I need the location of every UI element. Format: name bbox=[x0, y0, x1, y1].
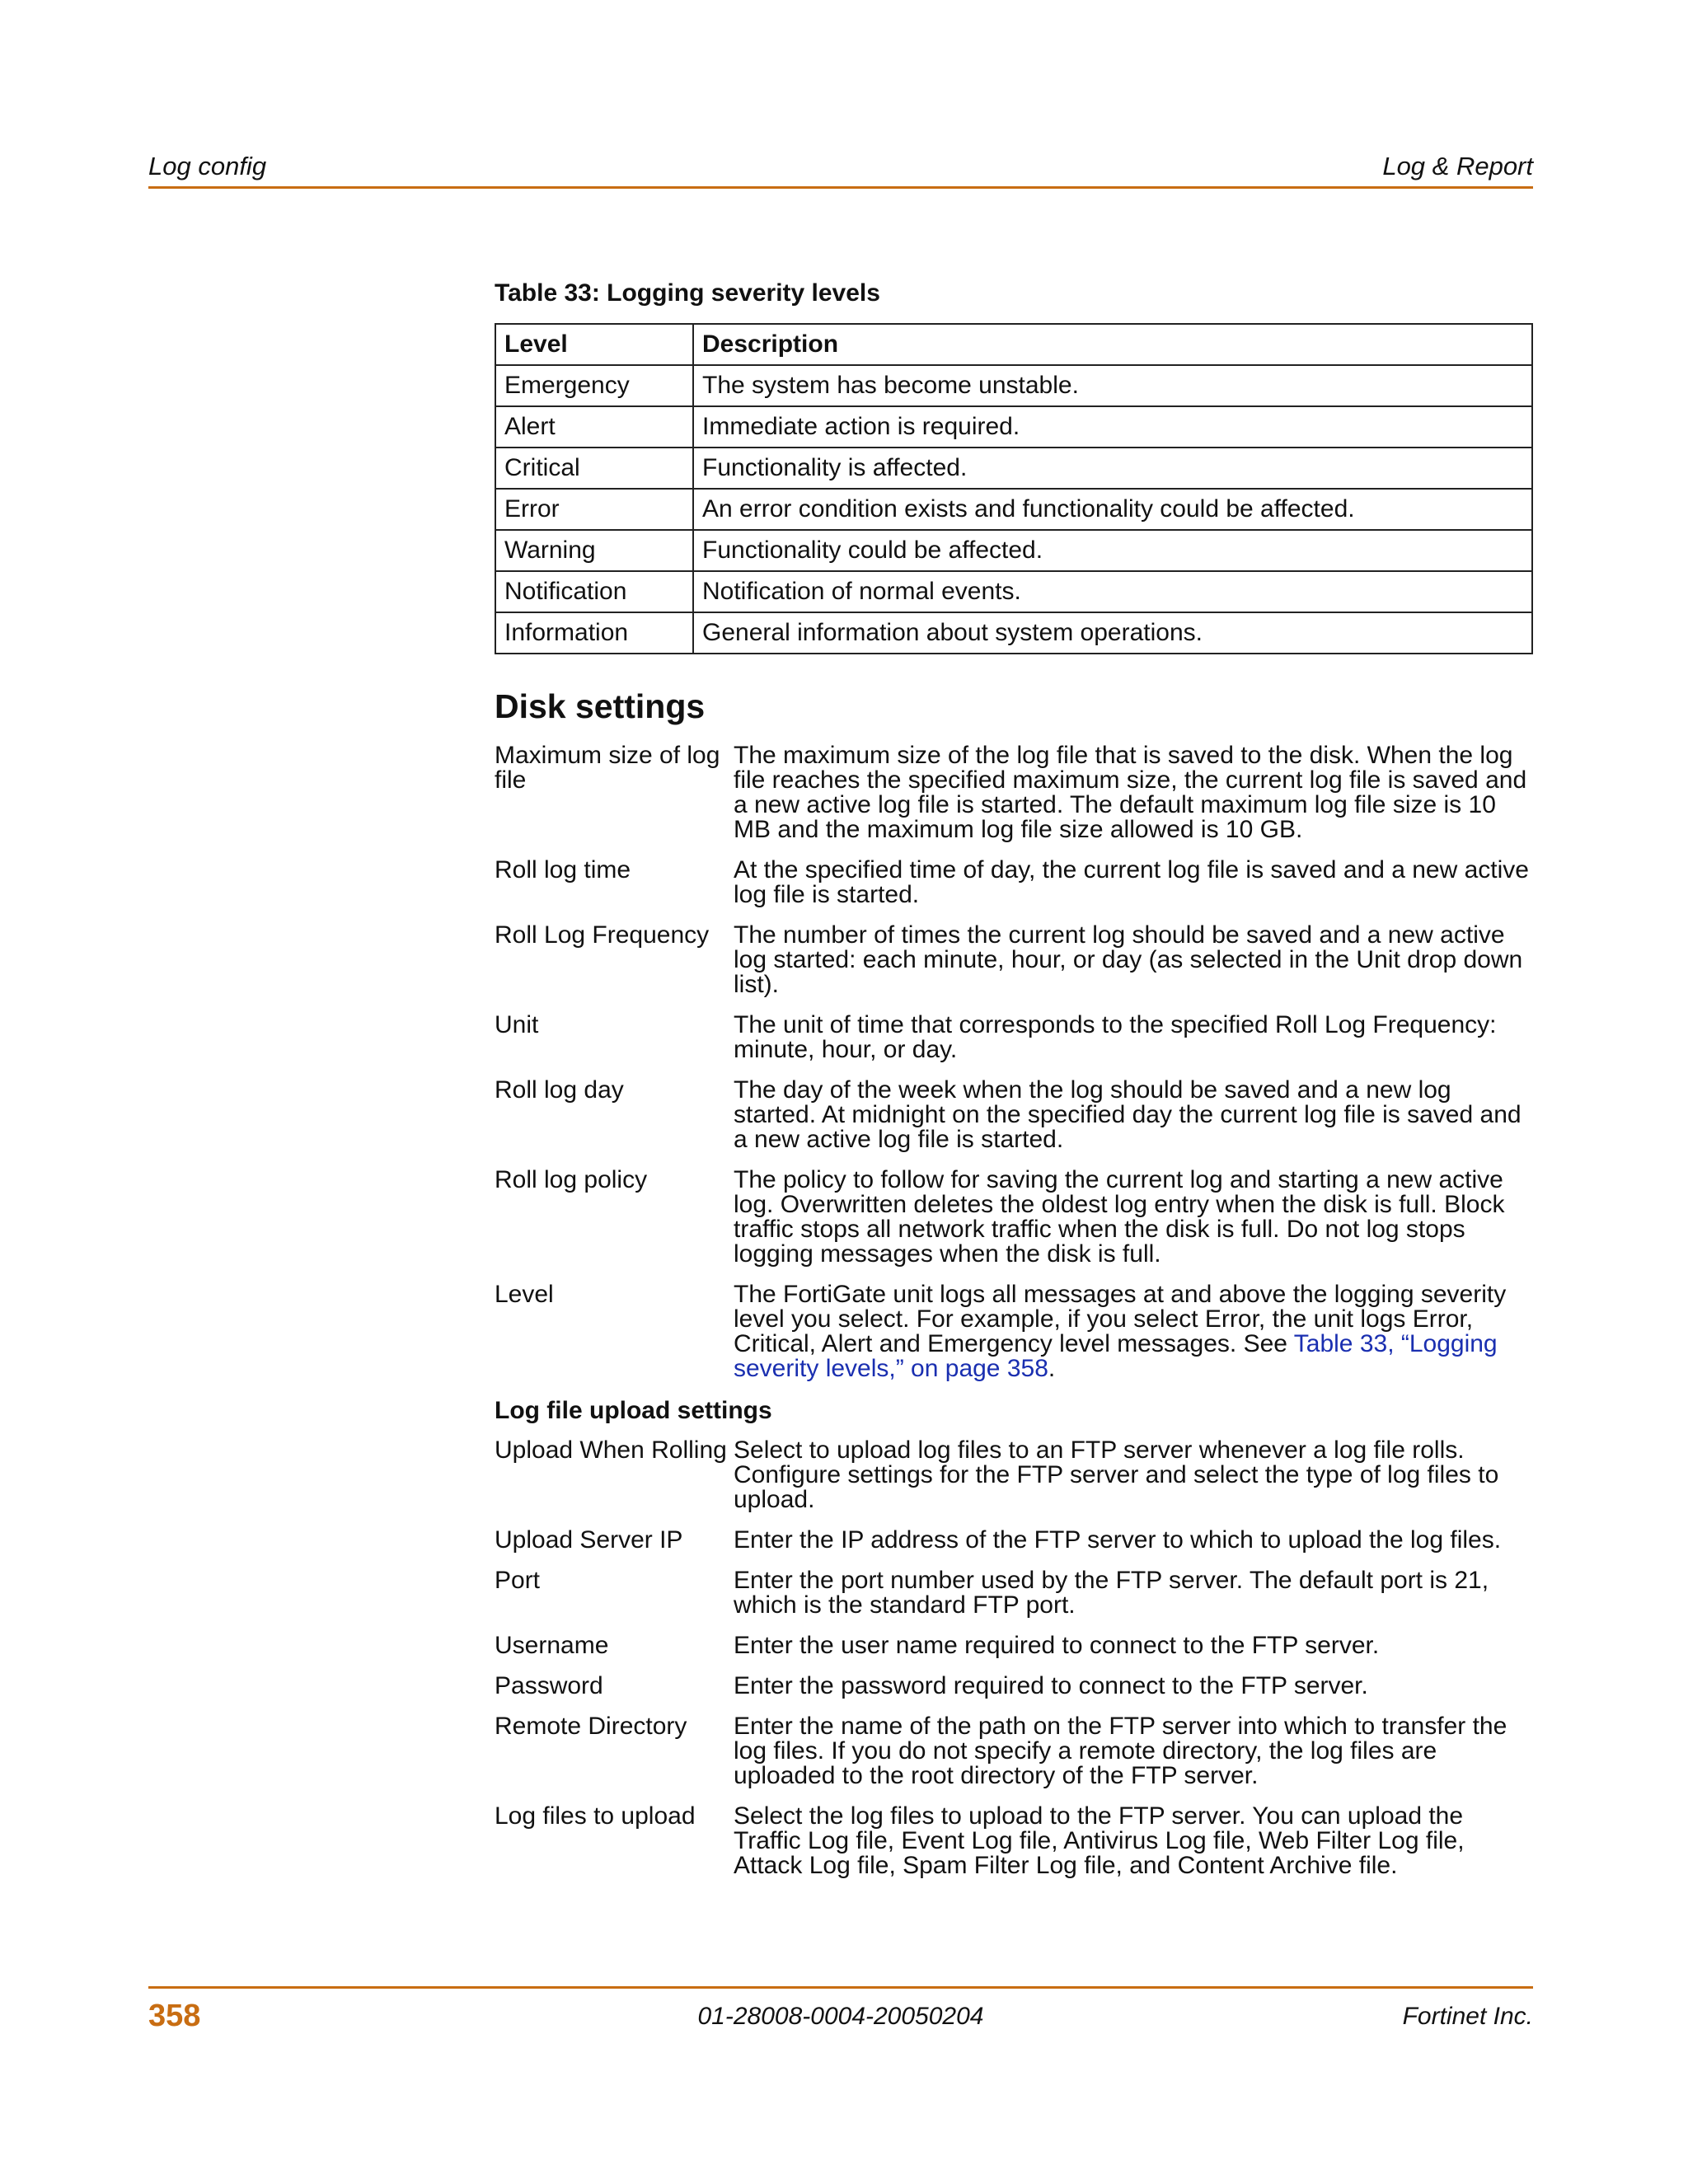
level-cell: Critical bbox=[495, 448, 693, 489]
definition-row bbox=[495, 1013, 1533, 1062]
level-cell: Information bbox=[495, 612, 693, 654]
setting-description: Enter the name of the path on the FTP server into which to transfer the log files. If you do not specify a remote directory, the log files are uploaded to the root directory of the FTP server. bbox=[734, 1713, 1507, 1789]
description-cell: An error condition exists and functionality could be affected. bbox=[693, 489, 1532, 530]
table-row bbox=[495, 530, 1532, 571]
level-cell: Warning bbox=[495, 530, 693, 571]
page-header bbox=[148, 150, 1533, 189]
level-cell: Notification bbox=[495, 571, 693, 612]
setting-description: The policy to follow for saving the current log and starting a new active log. Overwritten deletes the oldest log entry when the disk is full. Block traffic stops all network traffic when the disk is full. Do not log stops logging messages when the disk is full. bbox=[734, 1166, 1505, 1268]
header-section-title: Log config bbox=[148, 152, 267, 180]
setting-name: Port bbox=[495, 1567, 541, 1594]
table-row bbox=[495, 448, 1532, 489]
page-content bbox=[495, 277, 1533, 1894]
definition-row bbox=[495, 1078, 1533, 1152]
level-description-end: . bbox=[1048, 1355, 1056, 1382]
description-cell: Immediate action is required. bbox=[693, 406, 1532, 448]
table-row bbox=[495, 489, 1532, 530]
description-cell: Functionality is affected. bbox=[693, 448, 1532, 489]
upload-settings-list bbox=[495, 1438, 1533, 1878]
table-header-row bbox=[495, 324, 1532, 365]
definition-row bbox=[495, 1168, 1533, 1267]
document-id: 01-28008-0004-20050204 bbox=[697, 2003, 984, 2030]
setting-name: Roll log day bbox=[495, 1076, 624, 1104]
setting-name: Roll log policy bbox=[495, 1166, 648, 1193]
description-cell: The system has become unstable. bbox=[693, 365, 1532, 406]
setting-name: Remote Directory bbox=[495, 1713, 687, 1740]
description-cell: General information about system operations. bbox=[693, 612, 1532, 654]
setting-name: Roll log time bbox=[495, 856, 631, 883]
definition-row bbox=[495, 743, 1533, 842]
disk-settings-list bbox=[495, 743, 1533, 1381]
setting-description: The number of times the current log should be saved and a new active log started: each minute, hour, or day (as selected in the Unit drop down list). bbox=[734, 921, 1523, 998]
table-caption: Table 33: Logging severity levels bbox=[495, 279, 880, 307]
setting-description: Enter the port number used by the FTP server. The default port is 21, which is the standard FTP port. bbox=[734, 1567, 1489, 1619]
definition-row bbox=[495, 1568, 1533, 1618]
upload-settings-heading: Log file upload settings bbox=[495, 1397, 772, 1424]
definition-row bbox=[495, 1714, 1533, 1788]
header-chapter-title: Log & Report bbox=[1382, 152, 1533, 180]
setting-name: Username bbox=[495, 1632, 609, 1659]
table-33-cross-reference-link[interactable]: Table 33, “Logging severity levels,” on page 358 bbox=[734, 1330, 1498, 1382]
level-cell: Alert bbox=[495, 406, 693, 448]
table-row bbox=[495, 571, 1532, 612]
page-number: 358 bbox=[148, 1999, 201, 2033]
setting-description: Enter the IP address of the FTP server to which to upload the log files. bbox=[734, 1526, 1502, 1554]
definition-row bbox=[495, 923, 1533, 997]
setting-name: Maximum size of log file bbox=[495, 742, 720, 794]
setting-description: Select to upload log files to an FTP server whenever a log file rolls. Configure settings for the FTP server and select the type of log files to upload. bbox=[734, 1436, 1499, 1513]
definition-row bbox=[495, 1633, 1533, 1658]
setting-description: The maximum size of the log file that is saved to the disk. When the log file reaches the specified maximum size, the current log file is saved and a new active log file is started. The default maximum log file size is 10 MB and the maximum log file size allowed is 10 GB. bbox=[734, 742, 1527, 843]
definition-row bbox=[495, 1804, 1533, 1878]
setting-name: Password bbox=[495, 1672, 603, 1699]
setting-name: Upload Server IP bbox=[495, 1526, 683, 1554]
setting-name: Log files to upload bbox=[495, 1802, 696, 1830]
definition-row bbox=[495, 858, 1533, 907]
disk-settings-heading: Disk settings bbox=[495, 687, 706, 725]
setting-name: Roll Log Frequency bbox=[495, 921, 710, 949]
definition-row bbox=[495, 1528, 1533, 1553]
setting-description: The day of the week when the log should be saved and a new log started. At midnight on the specified day the current log file is saved and a new active log file is started. bbox=[734, 1076, 1522, 1153]
definition-row bbox=[495, 1282, 1533, 1381]
column-header-description: Description bbox=[693, 324, 1532, 365]
setting-description bbox=[734, 1282, 1533, 1381]
level-description-text: The FortiGate unit logs all messages at and above the logging severity level you select. For example, if you select Error, the unit logs Error, Critical, Alert and Emergency level messages. See bbox=[734, 1281, 1507, 1357]
description-cell: Notification of normal events. bbox=[693, 571, 1532, 612]
description-cell: Functionality could be affected. bbox=[693, 530, 1532, 571]
table-row bbox=[495, 365, 1532, 406]
level-cell: Error bbox=[495, 489, 693, 530]
definition-row bbox=[495, 1674, 1533, 1699]
setting-name: Level bbox=[495, 1281, 554, 1308]
setting-description: Enter the password required to connect to the FTP server. bbox=[734, 1672, 1368, 1699]
setting-description: Select the log files to upload to the FTP server. You can upload the Traffic Log file, Event Log file, Antivirus Log file, Web Filter Log file, Attack Log file, Spam Filter Log file, and Content Archive file. bbox=[734, 1802, 1465, 1879]
column-header-level: Level bbox=[495, 324, 693, 365]
setting-name: Upload When Rolling bbox=[495, 1436, 727, 1464]
setting-description: At the specified time of day, the current log file is saved and a new active log file is started. bbox=[734, 856, 1529, 908]
company-name: Fortinet Inc. bbox=[1402, 2003, 1533, 2030]
definition-row bbox=[495, 1438, 1533, 1512]
setting-description: The unit of time that corresponds to the specified Roll Log Frequency: minute, hour, or day. bbox=[734, 1011, 1497, 1063]
table-row bbox=[495, 406, 1532, 448]
severity-levels-table bbox=[495, 323, 1533, 654]
table-row bbox=[495, 612, 1532, 654]
level-cell: Emergency bbox=[495, 365, 693, 406]
setting-description: Enter the user name required to connect to the FTP server. bbox=[734, 1632, 1380, 1659]
setting-name: Unit bbox=[495, 1011, 539, 1038]
page-footer bbox=[148, 1986, 1533, 2046]
